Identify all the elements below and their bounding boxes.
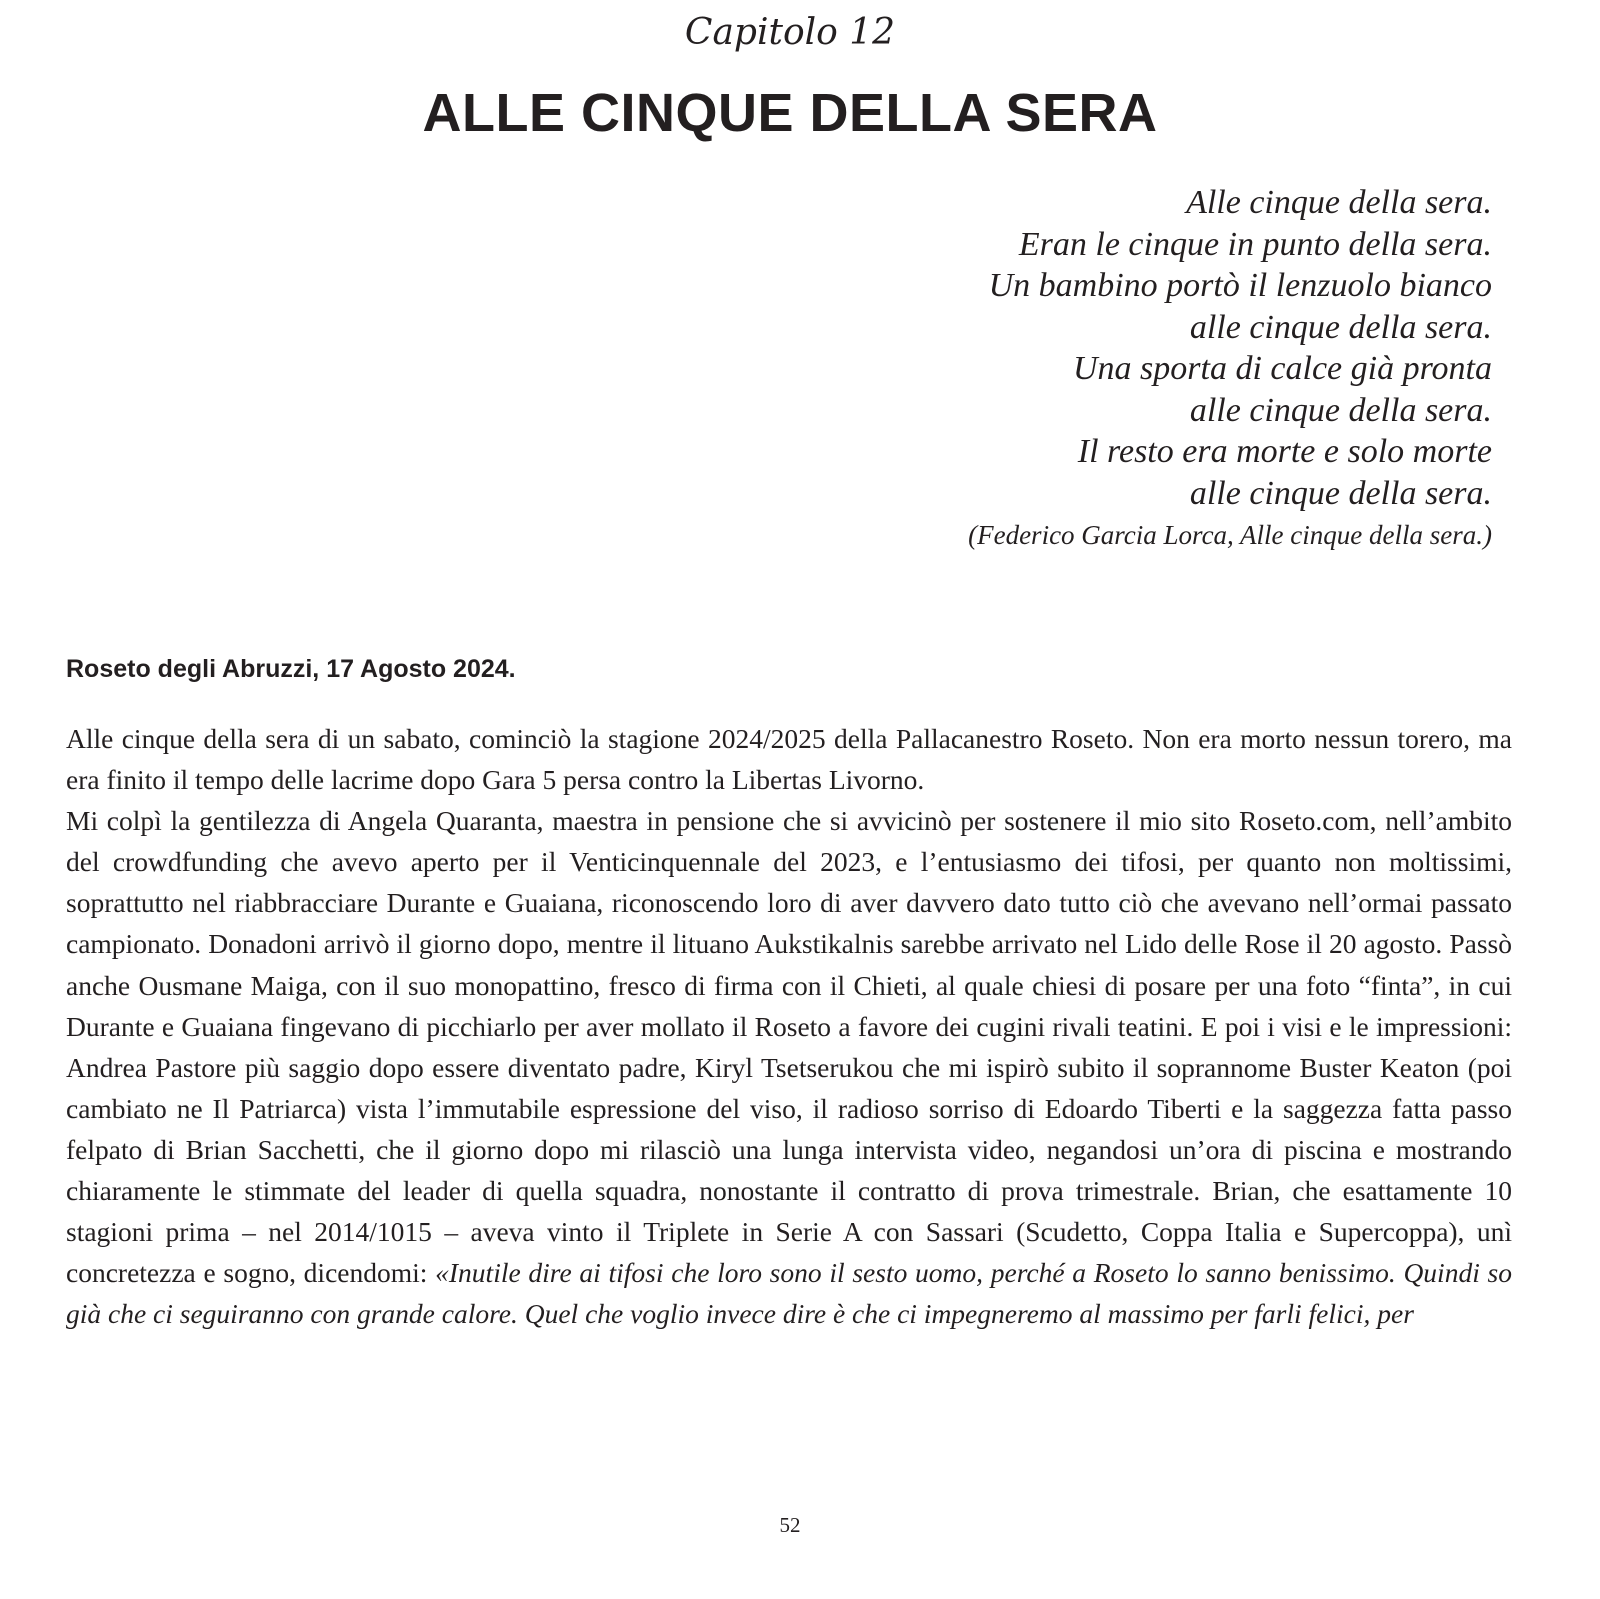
- paragraph: Alle cinque della sera di un sabato, cominciò la stagione 2024/2025 della Pallacanestro Roseto. Non era morto nessun torero, ma era finito il tempo delle lacrime dopo Gara 5 persa contro la Libertas Livorno.: [66, 723, 1512, 796]
- epigraph-verse: Eran le cinque in punto della sera.: [1018, 225, 1492, 263]
- epigraph-verse: alle cinque della sera.: [1189, 391, 1492, 429]
- epigraph-verse: Il resto era morte e solo morte: [1077, 433, 1492, 470]
- epigraph-verse: Alle cinque della sera.: [1186, 184, 1492, 221]
- chapter-label: Capitolo 12: [684, 12, 896, 53]
- epigraph-verse: Una sporta di calce già pronta: [1073, 350, 1492, 387]
- interview-quote: «Inutile dire ai tifosi che loro sono il sesto uomo, perché a Roseto lo sanno benissimo. Quindi so già che ci seguiranno con grande calore. Quel che voglio invece dire è che ci impegneremo al massimo per farli felici, per: [66, 1257, 1513, 1330]
- epigraph-attribution: (Federico Garcia Lorca, Alle cinque della sera.): [968, 520, 1492, 550]
- epigraph: [732, 182, 1492, 556]
- page-number: 52: [779, 1513, 801, 1537]
- epigraph-verse: alle cinque della sera.: [1189, 474, 1492, 512]
- epigraph-verse: Un bambino portò il lenzuolo bianco: [988, 267, 1492, 304]
- body-text: [66, 718, 1512, 1334]
- chapter-title: ALLE CINQUE DELLA SERA: [422, 83, 1158, 143]
- dateline: Roseto degli Abruzzi, 17 Agosto 2024.: [66, 655, 516, 683]
- epigraph-verse: alle cinque della sera.: [1189, 308, 1492, 346]
- paragraph-text: Mi colpì la gentilezza di Angela Quaranta, maestra in pensione che si avvicinò per sostenere il mio sito Roseto.com, nell’ambito del crowdfunding che avevo aperto per il Venticinquennale del 2023, e l’entusiasmo dei tifosi, per quanto non moltissimi, soprattutto nel riabbracciare Durante e Guaiana, riconoscendo loro di aver davvero dato tutto ciò che avevano nell’ormai passato campionato. Donadoni arrivò il giorno dopo, mentre il lituano Aukstikalnis sarebbe arrivato nel Lido delle Rose il 20 agosto. Passò anche Ousmane Maiga, con il suo monopattino, fresco di firma con il Chieti, al quale chiesi di posare per una foto “finta”, in cui Durante e Guaiana fingevano di picchiarlo per aver mollato il Roseto a favore dei cugini rivali teatini. E poi i visi e le impressioni: Andrea Pastore più saggio dopo essere diventato padre, Kiryl Tsetserukou che mi ispirò subito il soprannome Buster Keaton (poi cambiato ne Il Patriarca) vista l’immutabile espressione del viso, il radioso sorriso di Edoardo Tiberti e la saggezza fatta passo felpato di Brian Sacchetti, che il giorno dopo mi rilasciò una lunga intervista video, negandosi un’ora di piscina e mostrando chiaramente le stimmate del leader di quella squadra, nonostante il contratto di prova trimestrale. Brian, che esattamente 10 stagioni prima – nel 2014/1015 – aveva vinto il Triplete in Serie A con Sassari (Scudetto, Coppa Italia e Supercoppa), unì concretezza e sogno, dicendomi:: [66, 805, 1512, 1289]
- paragraph: [66, 800, 1512, 1334]
